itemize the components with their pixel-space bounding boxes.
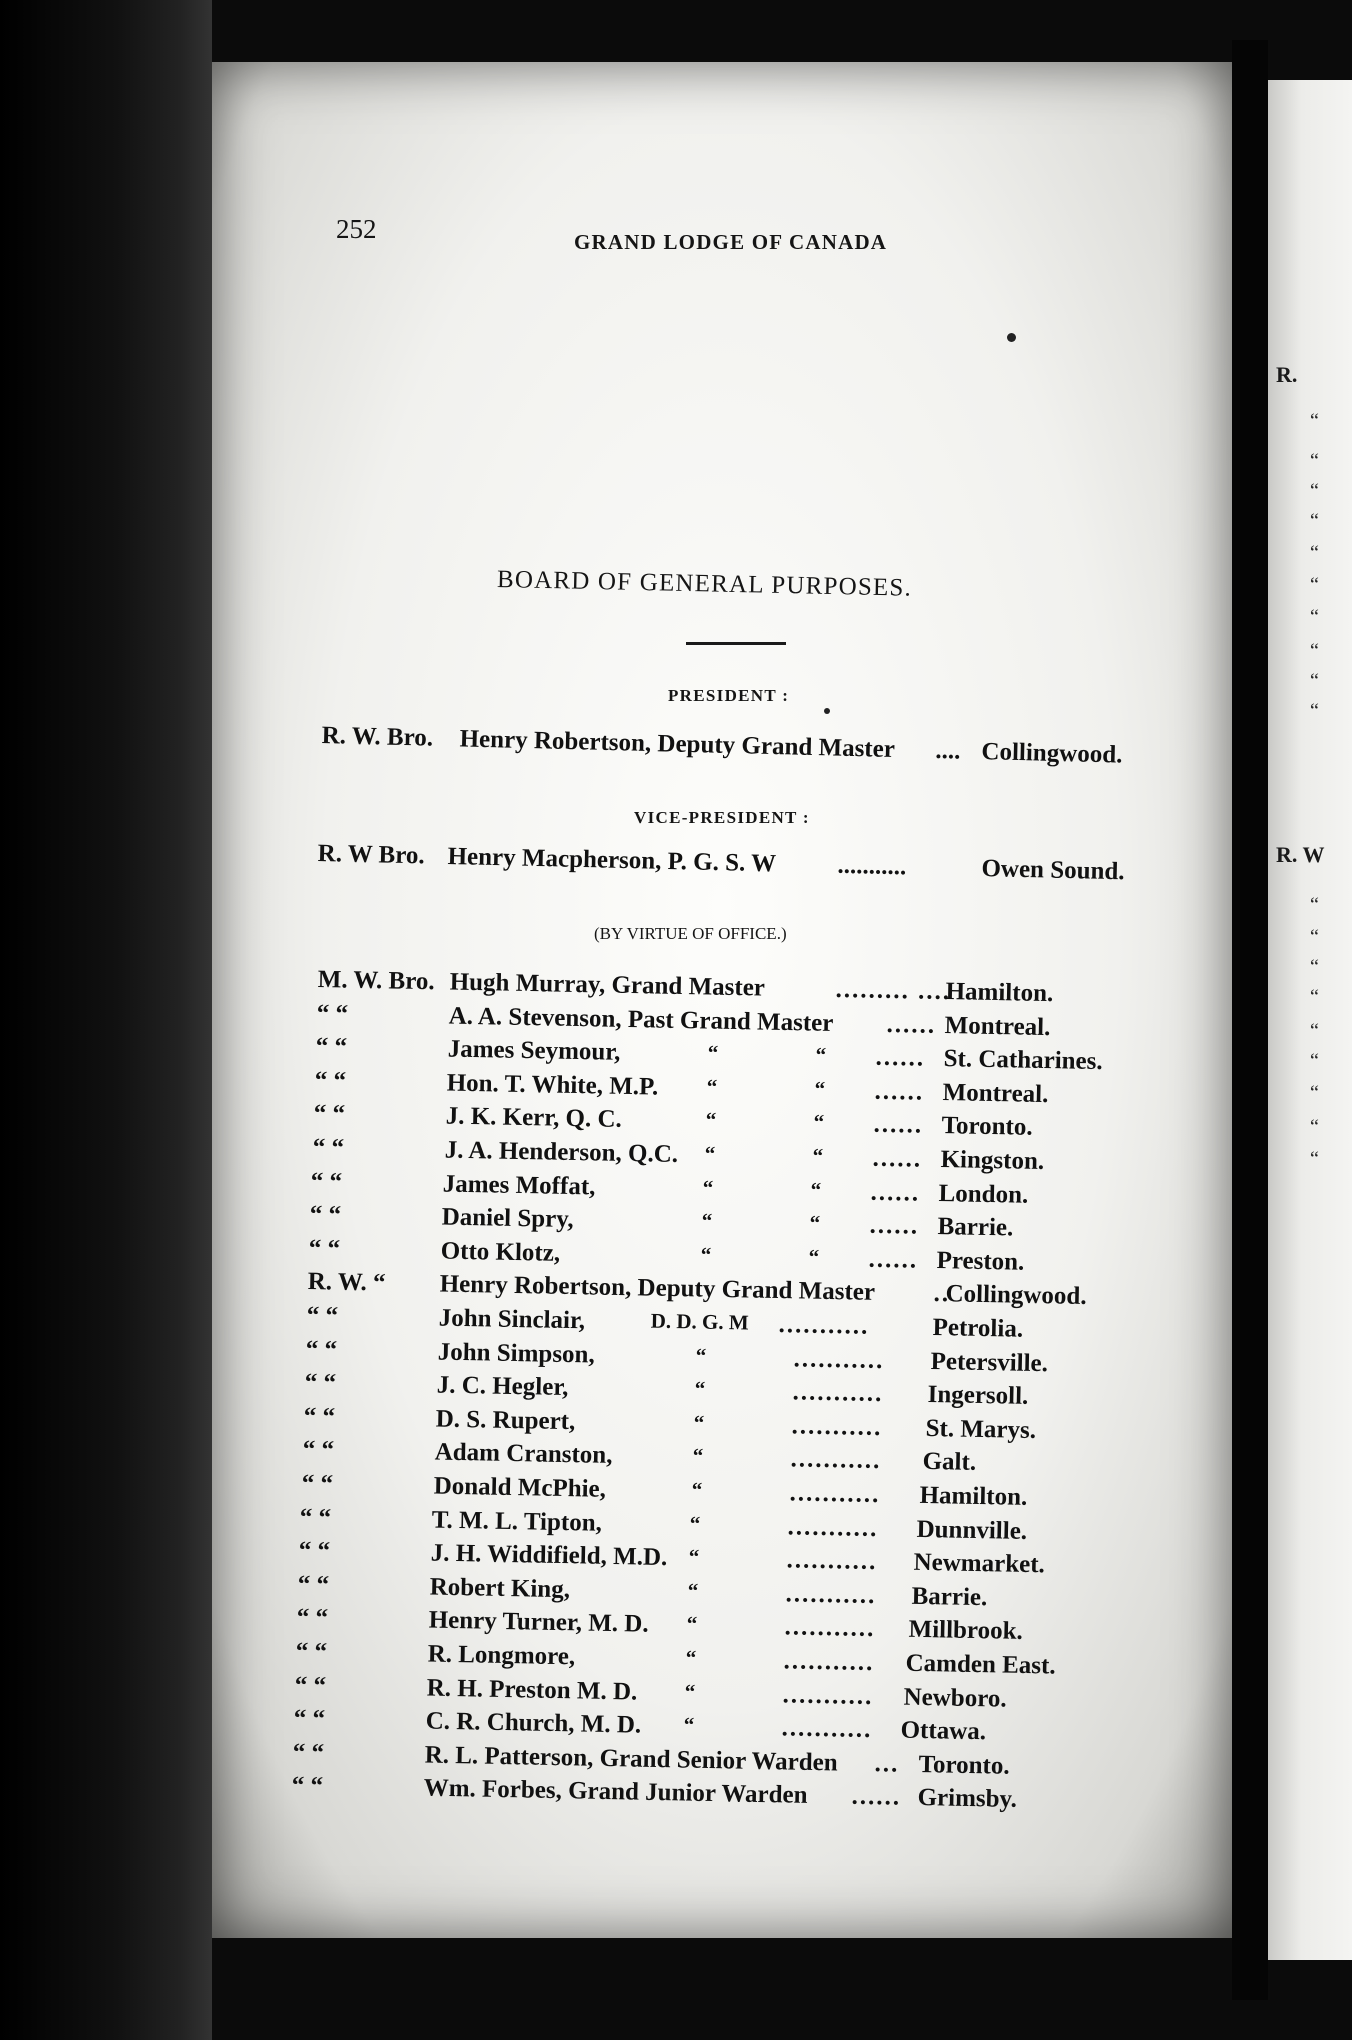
- member-dit1: “: [693, 1410, 705, 1435]
- member-name: Daniel Spry,: [441, 1203, 575, 1234]
- member-dit1: “: [690, 1477, 702, 1502]
- ditto-mark: “: [1310, 1116, 1319, 1138]
- member-name: R. L. Patterson, Grand Senior Warden: [424, 1741, 838, 1777]
- ditto-mark: “: [1310, 926, 1319, 948]
- member-leader: ...: [874, 1749, 900, 1778]
- member-leader: ...........: [781, 1714, 873, 1744]
- president-name: Henry Robertson, Deputy Grand Master: [459, 725, 896, 764]
- member-leader: ......: [886, 1010, 937, 1039]
- member-place: Newboro.: [903, 1683, 1007, 1713]
- member-place: Ingersoll.: [927, 1381, 1029, 1411]
- member-place: Barrie.: [911, 1582, 988, 1612]
- member-leader: ...........: [791, 1412, 883, 1441]
- member-title: “ “: [295, 1638, 328, 1666]
- member-name: J. H. Widdifield, M.D.: [430, 1539, 668, 1572]
- member-title: “ “: [293, 1705, 326, 1733]
- member-name: D. S. Rupert,: [435, 1405, 576, 1436]
- member-dit1: “: [687, 1578, 699, 1603]
- member-dit2: “: [813, 1109, 824, 1135]
- member-dit1: “: [700, 1242, 712, 1267]
- ditto-mark: “: [1310, 1050, 1319, 1072]
- section-title: BOARD OF GENERAL PURPOSES.: [496, 566, 913, 602]
- vice-president-name: Henry Macpherson, P. G. S. W: [447, 842, 777, 878]
- ditto-mark: “: [1310, 640, 1319, 662]
- ink-speck: [1007, 333, 1016, 342]
- member-dit2: “: [808, 1244, 820, 1269]
- member-leader: ...........: [792, 1378, 884, 1408]
- member-dit1: “: [688, 1544, 700, 1569]
- member-name: Henry Robertson, Deputy Grand Master: [439, 1270, 876, 1307]
- member-place: St. Marys.: [925, 1414, 1036, 1444]
- member-title: “ “: [300, 1470, 333, 1498]
- member-name: Adam Cranston,: [434, 1438, 613, 1470]
- member-name: J. C. Hegler,: [436, 1371, 569, 1402]
- ditto-mark: “: [1310, 542, 1319, 564]
- member-name: A. A. Stevenson, Past Grand Master: [448, 1002, 834, 1037]
- member-place: Dunnville.: [916, 1515, 1028, 1545]
- member-place: Barrie.: [937, 1213, 1014, 1242]
- member-leader: ...........: [788, 1479, 881, 1509]
- member-name: Wm. Forbes, Grand Junior Warden: [423, 1774, 808, 1810]
- member-title: “ “: [316, 999, 349, 1028]
- member-name: J. A. Henderson, Q.C.: [443, 1136, 678, 1169]
- member-title: “ “: [308, 1234, 341, 1263]
- member-place: Preston.: [936, 1246, 1025, 1276]
- ditto-mark: “: [1310, 574, 1319, 596]
- member-place: Hamilton.: [918, 1481, 1028, 1511]
- member-place: St. Catharines.: [943, 1045, 1103, 1076]
- member-title: “ “: [313, 1100, 345, 1128]
- member-place: Montreal.: [944, 1011, 1051, 1041]
- member-title: “ “: [296, 1604, 329, 1632]
- vice-president-leader: ...........: [837, 851, 907, 881]
- member-dit1: “: [705, 1107, 717, 1133]
- member-dit2: “: [809, 1210, 821, 1235]
- member-place: Camden East.: [905, 1649, 1056, 1680]
- ink-speck: [824, 708, 830, 714]
- member-place: Millbrook.: [908, 1616, 1024, 1646]
- ditto-mark: “: [1310, 700, 1319, 722]
- ditto-mark: “: [1310, 894, 1319, 916]
- member-title: “ “: [294, 1671, 327, 1700]
- member-leader: ......: [868, 1245, 919, 1274]
- member-place: Toronto.: [940, 1112, 1033, 1142]
- member-name: Otto Klotz,: [440, 1237, 561, 1267]
- member-leader: ......: [850, 1783, 901, 1812]
- member-title: “ “: [298, 1537, 331, 1565]
- member-leader: ...........: [787, 1512, 880, 1542]
- ditto-mark: “: [1310, 1082, 1319, 1104]
- member-dit2: “: [810, 1177, 822, 1202]
- member-title: “ “: [291, 1772, 323, 1800]
- member-leader: ...........: [789, 1445, 882, 1475]
- member-title: “ “: [315, 1033, 348, 1061]
- member-leader: ......: [869, 1211, 920, 1240]
- member-title: “ “: [306, 1302, 339, 1330]
- member-title: “ “: [303, 1402, 335, 1431]
- member-title: “ “: [292, 1738, 324, 1767]
- ditto-mark: “: [1310, 450, 1319, 472]
- ditto-mark: “: [1310, 510, 1319, 532]
- member-name: C. R. Church, M. D.: [425, 1707, 642, 1739]
- member-leader: ......: [875, 1043, 926, 1072]
- member-title: “ “: [304, 1369, 337, 1397]
- president-leader: ....: [935, 737, 961, 765]
- member-title: “ “: [309, 1201, 342, 1229]
- member-leader: ......: [870, 1178, 921, 1207]
- member-leader: ...........: [783, 1647, 875, 1677]
- member-dit1: “: [685, 1645, 697, 1670]
- facing-page-text-top: R.: [1276, 362, 1298, 387]
- member-leader: ......: [874, 1077, 925, 1106]
- member-name: Donald McPhie,: [432, 1472, 606, 1503]
- member-title: M. W. Bro.: [317, 966, 435, 996]
- member-title: “ “: [310, 1167, 343, 1196]
- member-leader: ...........: [782, 1680, 874, 1710]
- member-dit1: “: [703, 1141, 715, 1166]
- title-rule: [686, 642, 786, 645]
- member-place: Newmarket.: [913, 1548, 1046, 1579]
- member-place: London.: [938, 1179, 1029, 1209]
- ditto-mark: “: [1310, 606, 1319, 628]
- member-dit2: “: [815, 1042, 827, 1067]
- ditto-mark: “: [1310, 1148, 1319, 1170]
- member-name: Robert King,: [429, 1573, 571, 1604]
- ditto-mark: “: [1310, 480, 1319, 502]
- running-head: GRAND LODGE OF CANADA: [574, 230, 888, 254]
- member-dit1: “: [695, 1343, 707, 1368]
- ditto-mark: “: [1310, 1020, 1319, 1042]
- member-place: Toronto.: [918, 1750, 1010, 1780]
- ditto-mark: “: [1310, 956, 1319, 978]
- member-dit1: “: [706, 1074, 718, 1099]
- member-title: “ “: [299, 1503, 332, 1532]
- ditto-mark: “: [1310, 986, 1319, 1008]
- member-dit2: “: [811, 1143, 823, 1168]
- member-title: “ “: [314, 1066, 346, 1095]
- member-place: Petersville.: [930, 1347, 1049, 1377]
- member-name: R. Longmore,: [427, 1640, 576, 1671]
- member-leader: ...........: [778, 1311, 870, 1340]
- member-leader: ...........: [793, 1344, 885, 1374]
- book-gutter: [1232, 40, 1268, 2000]
- member-name: John Sinclair,: [438, 1304, 586, 1335]
- scan-dark-edge: [0, 0, 212, 2040]
- member-name: T. M. L. Tipton,: [431, 1506, 603, 1537]
- member-dit1: “: [702, 1175, 714, 1200]
- member-dit1: “: [694, 1376, 706, 1401]
- member-dit1: “: [701, 1208, 713, 1233]
- president-title: R. W. Bro.: [321, 722, 434, 752]
- member-dit1: D. D. G. M: [650, 1308, 749, 1335]
- member-leader: ...........: [786, 1546, 878, 1576]
- member-title: “ “: [297, 1570, 330, 1599]
- member-name: Hon. T. White, M.P.: [446, 1069, 659, 1101]
- vice-president-label: VICE-PRESIDENT :: [634, 808, 810, 827]
- president-label: PRESIDENT :: [668, 686, 790, 705]
- member-place: Grimsby.: [916, 1784, 1017, 1814]
- member-place: Montreal.: [942, 1078, 1049, 1108]
- member-leader: ..: [933, 1280, 951, 1308]
- member-title: R. W. “: [307, 1268, 386, 1297]
- ditto-mark: “: [1310, 670, 1319, 692]
- member-place: Hamilton.: [945, 978, 1054, 1008]
- member-dit1: “: [689, 1511, 701, 1536]
- member-title: “ “: [305, 1335, 338, 1364]
- member-name: James Seymour,: [447, 1035, 621, 1067]
- member-place: Galt.: [921, 1448, 976, 1477]
- member-leader: ...........: [784, 1613, 876, 1643]
- president-place: Collingwood.: [981, 738, 1123, 769]
- member-leader: ......: [871, 1144, 922, 1173]
- office-label: (BY VIRTUE OF OFFICE.): [594, 924, 787, 943]
- facing-page-text-middle: R. W: [1276, 842, 1325, 867]
- member-name: Hugh Murray, Grand Master: [449, 968, 766, 1002]
- member-leader: ......: [872, 1111, 923, 1140]
- member-leader: ...........: [785, 1580, 877, 1609]
- ditto-mark: “: [1310, 410, 1319, 432]
- member-dit1: “: [707, 1040, 719, 1065]
- member-title: “ “: [311, 1134, 344, 1162]
- member-place: Kingston.: [939, 1146, 1044, 1176]
- member-name: J. K. Kerr, Q. C.: [445, 1102, 622, 1134]
- member-name: James Moffat,: [442, 1170, 597, 1201]
- member-leader: ......... ....: [835, 975, 952, 1006]
- member-name: Henry Turner, M. D.: [428, 1606, 649, 1639]
- member-dit2: “: [814, 1076, 826, 1101]
- member-title: “ “: [302, 1436, 334, 1464]
- member-dit1: “: [684, 1679, 696, 1704]
- member-dit1: “: [692, 1443, 704, 1469]
- page-number: 252: [336, 214, 377, 244]
- vice-president-title: R. W Bro.: [317, 840, 425, 870]
- member-place: Petrolia.: [932, 1314, 1024, 1343]
- member-dit1: “: [686, 1611, 698, 1637]
- member-place: Ottawa.: [900, 1716, 987, 1746]
- member-dit1: “: [683, 1712, 695, 1737]
- member-name: R. H. Preston M. D.: [426, 1674, 638, 1706]
- facing-page-fragment: [1268, 80, 1352, 1960]
- member-place: Collingwood.: [945, 1280, 1087, 1311]
- member-name: John Simpson,: [437, 1338, 595, 1369]
- vice-president-place: Owen Sound.: [981, 855, 1125, 886]
